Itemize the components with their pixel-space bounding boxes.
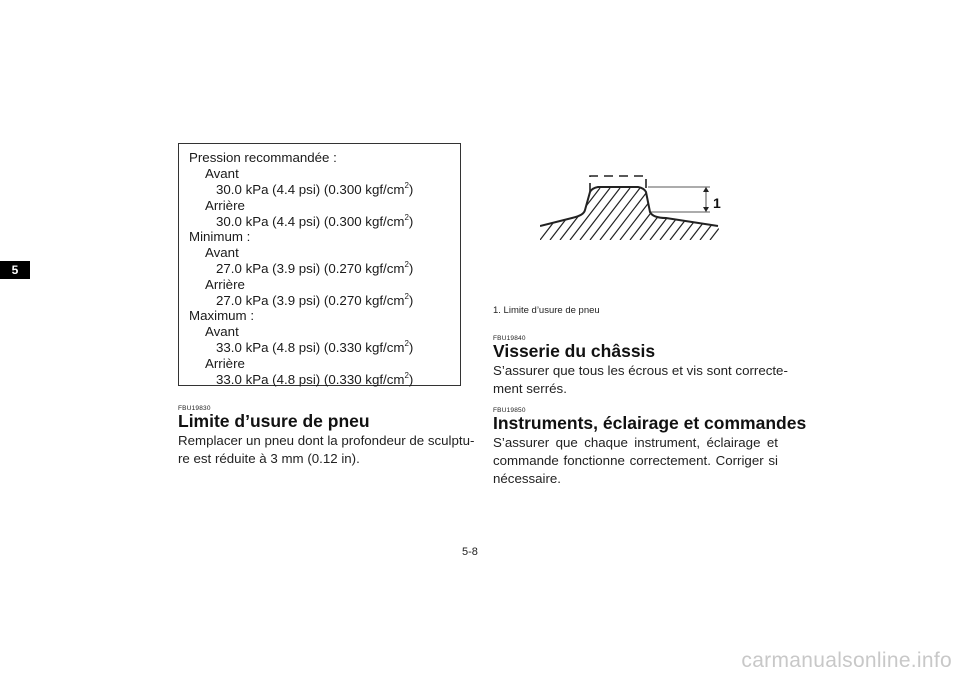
section-heading-tire-wear: Limite d’usure de pneu [178,411,370,431]
tread-outline [540,187,718,226]
tread-hatching [540,188,730,240]
paragraph-line: S’assurer que tous les écrous et vis sont correcte- [493,363,788,378]
spec-rear-label: Arrière [205,356,245,371]
paragraph-line: Remplacer un pneu dont la profondeur de sculptu- [178,433,475,448]
section-heading-chassis: Visserie du châssis [493,341,656,361]
spec-value: 30.0 kPa (4.4 psi) (0.300 kgf/$cm^2$) [216,213,414,229]
footer-watermark[interactable]: carmanualsonline.info [741,649,952,672]
paragraph-line: nécessaire. [493,471,561,486]
page-number: 5-8 [462,546,478,558]
spec-value: 27.0 kPa (3.9 psi) (0.270 kgf/$cm^2$) [216,292,414,308]
spec-front-label: Avant [205,324,239,339]
callout-number: 1 [713,195,721,211]
tire-wear-diagram [540,168,730,240]
section-heading-instruments: Instruments, éclairage et commandes [493,413,807,433]
spec-rear-label: Arrière [205,198,245,213]
spec-minimum-label: Minimum : [189,229,251,244]
spec-value: 30.0 kPa (4.4 psi) (0.300 kgf/$cm^2$) [216,181,414,197]
tire-pressure-spec-box [178,143,461,386]
spec-value: 27.0 kPa (3.9 psi) (0.270 kgf/$cm^2$) [216,260,414,276]
paragraph-line: re est réduite à 3 mm (0.12 in). [178,451,360,466]
spec-title: Pression recommandée : [189,150,337,165]
spec-value: 33.0 kPa (4.8 psi) (0.330 kgf/$cm^2$) [216,339,414,355]
instruments-paragraph [493,434,778,488]
section-code: FBU19840 [493,335,526,342]
figure-caption: 1. Limite d’usure de pneu [493,305,600,316]
paragraph-line: ment serrés. [493,381,567,396]
section-code: FBU19850 [493,407,526,414]
arrow-head-down [703,207,709,212]
paragraph-line: commande fonctionne correctement. Corriger si [493,453,778,468]
spec-maximum-label: Maximum : [189,308,255,323]
section-tab: 5 [0,261,30,279]
section-code: FBU19830 [178,405,211,412]
spec-front-label: Avant [205,166,239,181]
spec-rear-label: Arrière [205,277,245,292]
spec-value: 33.0 kPa (4.8 psi) (0.330 kgf/$cm^2$) [216,371,414,387]
chassis-paragraph [493,362,788,398]
tire-wear-paragraph [178,432,474,468]
arrow-head-up [703,187,709,192]
spec-front-label: Avant [205,245,239,260]
paragraph-line: S’assurer que chaque instrument, éclairage et [493,435,778,450]
